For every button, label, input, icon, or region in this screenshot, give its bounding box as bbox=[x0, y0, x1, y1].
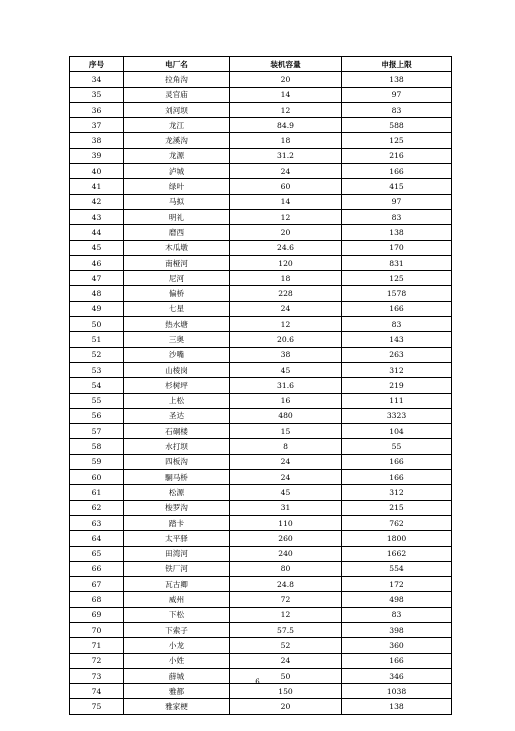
cell-index: 67 bbox=[70, 577, 124, 592]
cell-index: 37 bbox=[70, 118, 124, 133]
cell-plant-name: 威州 bbox=[124, 592, 230, 607]
cell-installed-capacity: 45 bbox=[230, 485, 342, 500]
table-row bbox=[70, 148, 452, 163]
cell-declared-limit: 111 bbox=[342, 393, 452, 408]
cell-plant-name: 薛城 bbox=[124, 668, 230, 683]
cell-index: 36 bbox=[70, 102, 124, 117]
table-row bbox=[70, 133, 452, 148]
cell-installed-capacity: 24.6 bbox=[230, 240, 342, 255]
cell-declared-limit: 83 bbox=[342, 102, 452, 117]
cell-index: 45 bbox=[70, 240, 124, 255]
cell-installed-capacity: 52 bbox=[230, 638, 342, 653]
cell-index: 54 bbox=[70, 378, 124, 393]
cell-plant-name: 太平驿 bbox=[124, 531, 230, 546]
table-row bbox=[70, 72, 452, 87]
cell-index: 42 bbox=[70, 194, 124, 209]
table-row bbox=[70, 347, 452, 362]
cell-index: 68 bbox=[70, 592, 124, 607]
cell-plant-name: 雅家梗 bbox=[124, 699, 230, 714]
table-row bbox=[70, 378, 452, 393]
cell-installed-capacity: 24 bbox=[230, 301, 342, 316]
cell-installed-capacity: 24 bbox=[230, 454, 342, 469]
cell-index: 70 bbox=[70, 622, 124, 637]
cell-plant-name: 石硐楼 bbox=[124, 424, 230, 439]
cell-declared-limit: 125 bbox=[342, 133, 452, 148]
table-row bbox=[70, 118, 452, 133]
cell-declared-limit: 263 bbox=[342, 347, 452, 362]
cell-installed-capacity: 260 bbox=[230, 531, 342, 546]
cell-declared-limit: 97 bbox=[342, 194, 452, 209]
cell-installed-capacity: 84.9 bbox=[230, 118, 342, 133]
cell-declared-limit: 55 bbox=[342, 439, 452, 454]
cell-declared-limit: 3323 bbox=[342, 408, 452, 423]
table-row bbox=[70, 194, 452, 209]
cell-installed-capacity: 12 bbox=[230, 102, 342, 117]
cell-declared-limit: 1038 bbox=[342, 684, 452, 699]
cell-declared-limit: 97 bbox=[342, 87, 452, 102]
cell-plant-name: 上松 bbox=[124, 393, 230, 408]
cell-plant-name: 马拟 bbox=[124, 194, 230, 209]
table-row bbox=[70, 408, 452, 423]
table-row bbox=[70, 102, 452, 117]
cell-plant-name: 灵官庙 bbox=[124, 87, 230, 102]
table-row bbox=[70, 592, 452, 607]
cell-index: 56 bbox=[70, 408, 124, 423]
cell-plant-name: 瓦古卿 bbox=[124, 577, 230, 592]
cell-plant-name: 圣达 bbox=[124, 408, 230, 423]
cell-index: 35 bbox=[70, 87, 124, 102]
table-row bbox=[70, 561, 452, 576]
cell-declared-limit: 83 bbox=[342, 209, 452, 224]
cell-declared-limit: 172 bbox=[342, 577, 452, 592]
cell-declared-limit: 215 bbox=[342, 500, 452, 515]
table-row bbox=[70, 424, 452, 439]
cell-plant-name: 駉马桥 bbox=[124, 470, 230, 485]
cell-index: 61 bbox=[70, 485, 124, 500]
cell-declared-limit: 1662 bbox=[342, 546, 452, 561]
cell-index: 53 bbox=[70, 362, 124, 377]
cell-installed-capacity: 24 bbox=[230, 653, 342, 668]
cell-installed-capacity: 50 bbox=[230, 668, 342, 683]
table-row bbox=[70, 699, 452, 714]
cell-installed-capacity: 31.6 bbox=[230, 378, 342, 393]
cell-plant-name: 山棱岗 bbox=[124, 362, 230, 377]
cell-plant-name: 三奥 bbox=[124, 332, 230, 347]
cell-declared-limit: 360 bbox=[342, 638, 452, 653]
table-row bbox=[70, 439, 452, 454]
cell-installed-capacity: 12 bbox=[230, 607, 342, 622]
cell-plant-name: 雅都 bbox=[124, 684, 230, 699]
cell-index: 59 bbox=[70, 454, 124, 469]
cell-index: 69 bbox=[70, 607, 124, 622]
table-row bbox=[70, 286, 452, 301]
table-header-row bbox=[70, 57, 452, 72]
cell-plant-name: 小姓 bbox=[124, 653, 230, 668]
cell-index: 73 bbox=[70, 668, 124, 683]
table-row bbox=[70, 332, 452, 347]
cell-declared-limit: 312 bbox=[342, 485, 452, 500]
cell-plant-name: 明礼 bbox=[124, 209, 230, 224]
cell-declared-limit: 166 bbox=[342, 653, 452, 668]
cell-declared-limit: 125 bbox=[342, 271, 452, 286]
header-declared-limit: 申报上限 bbox=[342, 57, 452, 72]
cell-index: 39 bbox=[70, 148, 124, 163]
table-row bbox=[70, 485, 452, 500]
cell-declared-limit: 219 bbox=[342, 378, 452, 393]
cell-declared-limit: 83 bbox=[342, 317, 452, 332]
header-installed-capacity: 装机容量 bbox=[230, 57, 342, 72]
cell-installed-capacity: 24 bbox=[230, 164, 342, 179]
cell-index: 63 bbox=[70, 515, 124, 530]
cell-plant-name: 木瓜墩 bbox=[124, 240, 230, 255]
cell-installed-capacity: 72 bbox=[230, 592, 342, 607]
table-row bbox=[70, 362, 452, 377]
cell-declared-limit: 166 bbox=[342, 470, 452, 485]
cell-installed-capacity: 20.6 bbox=[230, 332, 342, 347]
cell-installed-capacity: 38 bbox=[230, 347, 342, 362]
table-row bbox=[70, 164, 452, 179]
table-row bbox=[70, 393, 452, 408]
cell-plant-name: 梭罗沟 bbox=[124, 500, 230, 515]
table-row bbox=[70, 622, 452, 637]
cell-installed-capacity: 20 bbox=[230, 225, 342, 240]
cell-index: 34 bbox=[70, 72, 124, 87]
cell-declared-limit: 1800 bbox=[342, 531, 452, 546]
cell-declared-limit: 1578 bbox=[342, 286, 452, 301]
table-body bbox=[70, 72, 452, 714]
cell-installed-capacity: 480 bbox=[230, 408, 342, 423]
table-row bbox=[70, 454, 452, 469]
cell-installed-capacity: 31 bbox=[230, 500, 342, 515]
cell-index: 64 bbox=[70, 531, 124, 546]
cell-index: 43 bbox=[70, 209, 124, 224]
cell-index: 49 bbox=[70, 301, 124, 316]
cell-installed-capacity: 20 bbox=[230, 699, 342, 714]
cell-installed-capacity: 18 bbox=[230, 133, 342, 148]
cell-index: 48 bbox=[70, 286, 124, 301]
cell-declared-limit: 831 bbox=[342, 255, 452, 270]
cell-installed-capacity: 45 bbox=[230, 362, 342, 377]
cell-installed-capacity: 57.5 bbox=[230, 622, 342, 637]
cell-plant-name: 龙溪沟 bbox=[124, 133, 230, 148]
page-number: 6 bbox=[255, 678, 260, 686]
header-plant-name: 电厂名 bbox=[124, 57, 230, 72]
table-row bbox=[70, 515, 452, 530]
cell-installed-capacity: 120 bbox=[230, 255, 342, 270]
cell-index: 51 bbox=[70, 332, 124, 347]
cell-installed-capacity: 14 bbox=[230, 87, 342, 102]
cell-installed-capacity: 110 bbox=[230, 515, 342, 530]
table-row bbox=[70, 653, 452, 668]
table-row bbox=[70, 225, 452, 240]
cell-plant-name: 绿叶 bbox=[124, 179, 230, 194]
cell-index: 40 bbox=[70, 164, 124, 179]
table-row bbox=[70, 271, 452, 286]
cell-installed-capacity: 240 bbox=[230, 546, 342, 561]
cell-declared-limit: 138 bbox=[342, 699, 452, 714]
cell-declared-limit: 170 bbox=[342, 240, 452, 255]
cell-plant-name: 小龙 bbox=[124, 638, 230, 653]
cell-declared-limit: 104 bbox=[342, 424, 452, 439]
cell-installed-capacity: 18 bbox=[230, 271, 342, 286]
cell-plant-name: 磨西 bbox=[124, 225, 230, 240]
cell-declared-limit: 143 bbox=[342, 332, 452, 347]
cell-declared-limit: 83 bbox=[342, 607, 452, 622]
cell-plant-name: 尼河 bbox=[124, 271, 230, 286]
cell-installed-capacity: 16 bbox=[230, 393, 342, 408]
cell-plant-name: 沙嘴 bbox=[124, 347, 230, 362]
cell-plant-name: 南桠河 bbox=[124, 255, 230, 270]
table-header bbox=[70, 57, 452, 72]
cell-installed-capacity: 12 bbox=[230, 209, 342, 224]
cell-declared-limit: 346 bbox=[342, 668, 452, 683]
header-index: 序号 bbox=[70, 57, 124, 72]
cell-plant-name: 下松 bbox=[124, 607, 230, 622]
cell-plant-name: 踏卡 bbox=[124, 515, 230, 530]
power-plant-table bbox=[69, 56, 452, 715]
cell-index: 58 bbox=[70, 439, 124, 454]
cell-declared-limit: 138 bbox=[342, 225, 452, 240]
cell-installed-capacity: 24 bbox=[230, 470, 342, 485]
cell-index: 50 bbox=[70, 317, 124, 332]
cell-plant-name: 泸城 bbox=[124, 164, 230, 179]
cell-declared-limit: 398 bbox=[342, 622, 452, 637]
table-row bbox=[70, 240, 452, 255]
table-row bbox=[70, 209, 452, 224]
cell-index: 66 bbox=[70, 561, 124, 576]
table-row bbox=[70, 500, 452, 515]
cell-installed-capacity: 31.2 bbox=[230, 148, 342, 163]
cell-plant-name: 热水塘 bbox=[124, 317, 230, 332]
cell-index: 52 bbox=[70, 347, 124, 362]
cell-index: 38 bbox=[70, 133, 124, 148]
cell-plant-name: 下索子 bbox=[124, 622, 230, 637]
cell-installed-capacity: 8 bbox=[230, 439, 342, 454]
cell-declared-limit: 166 bbox=[342, 164, 452, 179]
table-row bbox=[70, 531, 452, 546]
cell-index: 47 bbox=[70, 271, 124, 286]
cell-plant-name: 田湾河 bbox=[124, 546, 230, 561]
cell-declared-limit: 762 bbox=[342, 515, 452, 530]
table-row bbox=[70, 638, 452, 653]
table-row bbox=[70, 577, 452, 592]
cell-plant-name: 刘河坝 bbox=[124, 102, 230, 117]
cell-index: 74 bbox=[70, 684, 124, 699]
cell-declared-limit: 588 bbox=[342, 118, 452, 133]
table-row bbox=[70, 179, 452, 194]
cell-index: 65 bbox=[70, 546, 124, 561]
cell-declared-limit: 166 bbox=[342, 301, 452, 316]
table-row bbox=[70, 87, 452, 102]
cell-declared-limit: 138 bbox=[342, 72, 452, 87]
cell-index: 41 bbox=[70, 179, 124, 194]
cell-declared-limit: 216 bbox=[342, 148, 452, 163]
cell-installed-capacity: 150 bbox=[230, 684, 342, 699]
cell-index: 72 bbox=[70, 653, 124, 668]
cell-plant-name: 四板沟 bbox=[124, 454, 230, 469]
cell-declared-limit: 415 bbox=[342, 179, 452, 194]
cell-index: 55 bbox=[70, 393, 124, 408]
cell-plant-name: 松源 bbox=[124, 485, 230, 500]
cell-plant-name: 龙江 bbox=[124, 118, 230, 133]
cell-plant-name: 水打坝 bbox=[124, 439, 230, 454]
cell-index: 46 bbox=[70, 255, 124, 270]
cell-index: 57 bbox=[70, 424, 124, 439]
table-row bbox=[70, 301, 452, 316]
cell-installed-capacity: 228 bbox=[230, 286, 342, 301]
cell-plant-name: 拉角沟 bbox=[124, 72, 230, 87]
cell-index: 71 bbox=[70, 638, 124, 653]
cell-declared-limit: 554 bbox=[342, 561, 452, 576]
table-row bbox=[70, 317, 452, 332]
table-row bbox=[70, 607, 452, 622]
cell-declared-limit: 166 bbox=[342, 454, 452, 469]
cell-plant-name: 铁厂河 bbox=[124, 561, 230, 576]
cell-installed-capacity: 14 bbox=[230, 194, 342, 209]
table-row bbox=[70, 255, 452, 270]
cell-installed-capacity: 15 bbox=[230, 424, 342, 439]
cell-plant-name: 杉树坪 bbox=[124, 378, 230, 393]
cell-index: 60 bbox=[70, 470, 124, 485]
cell-plant-name: 偏桥 bbox=[124, 286, 230, 301]
cell-installed-capacity: 24.8 bbox=[230, 577, 342, 592]
cell-index: 75 bbox=[70, 699, 124, 714]
cell-installed-capacity: 80 bbox=[230, 561, 342, 576]
cell-index: 44 bbox=[70, 225, 124, 240]
cell-installed-capacity: 20 bbox=[230, 72, 342, 87]
cell-plant-name: 七星 bbox=[124, 301, 230, 316]
table-row bbox=[70, 546, 452, 561]
cell-index: 62 bbox=[70, 500, 124, 515]
cell-declared-limit: 312 bbox=[342, 362, 452, 377]
table-row bbox=[70, 470, 452, 485]
cell-installed-capacity: 12 bbox=[230, 317, 342, 332]
cell-plant-name: 龙源 bbox=[124, 148, 230, 163]
cell-declared-limit: 498 bbox=[342, 592, 452, 607]
cell-installed-capacity: 60 bbox=[230, 179, 342, 194]
